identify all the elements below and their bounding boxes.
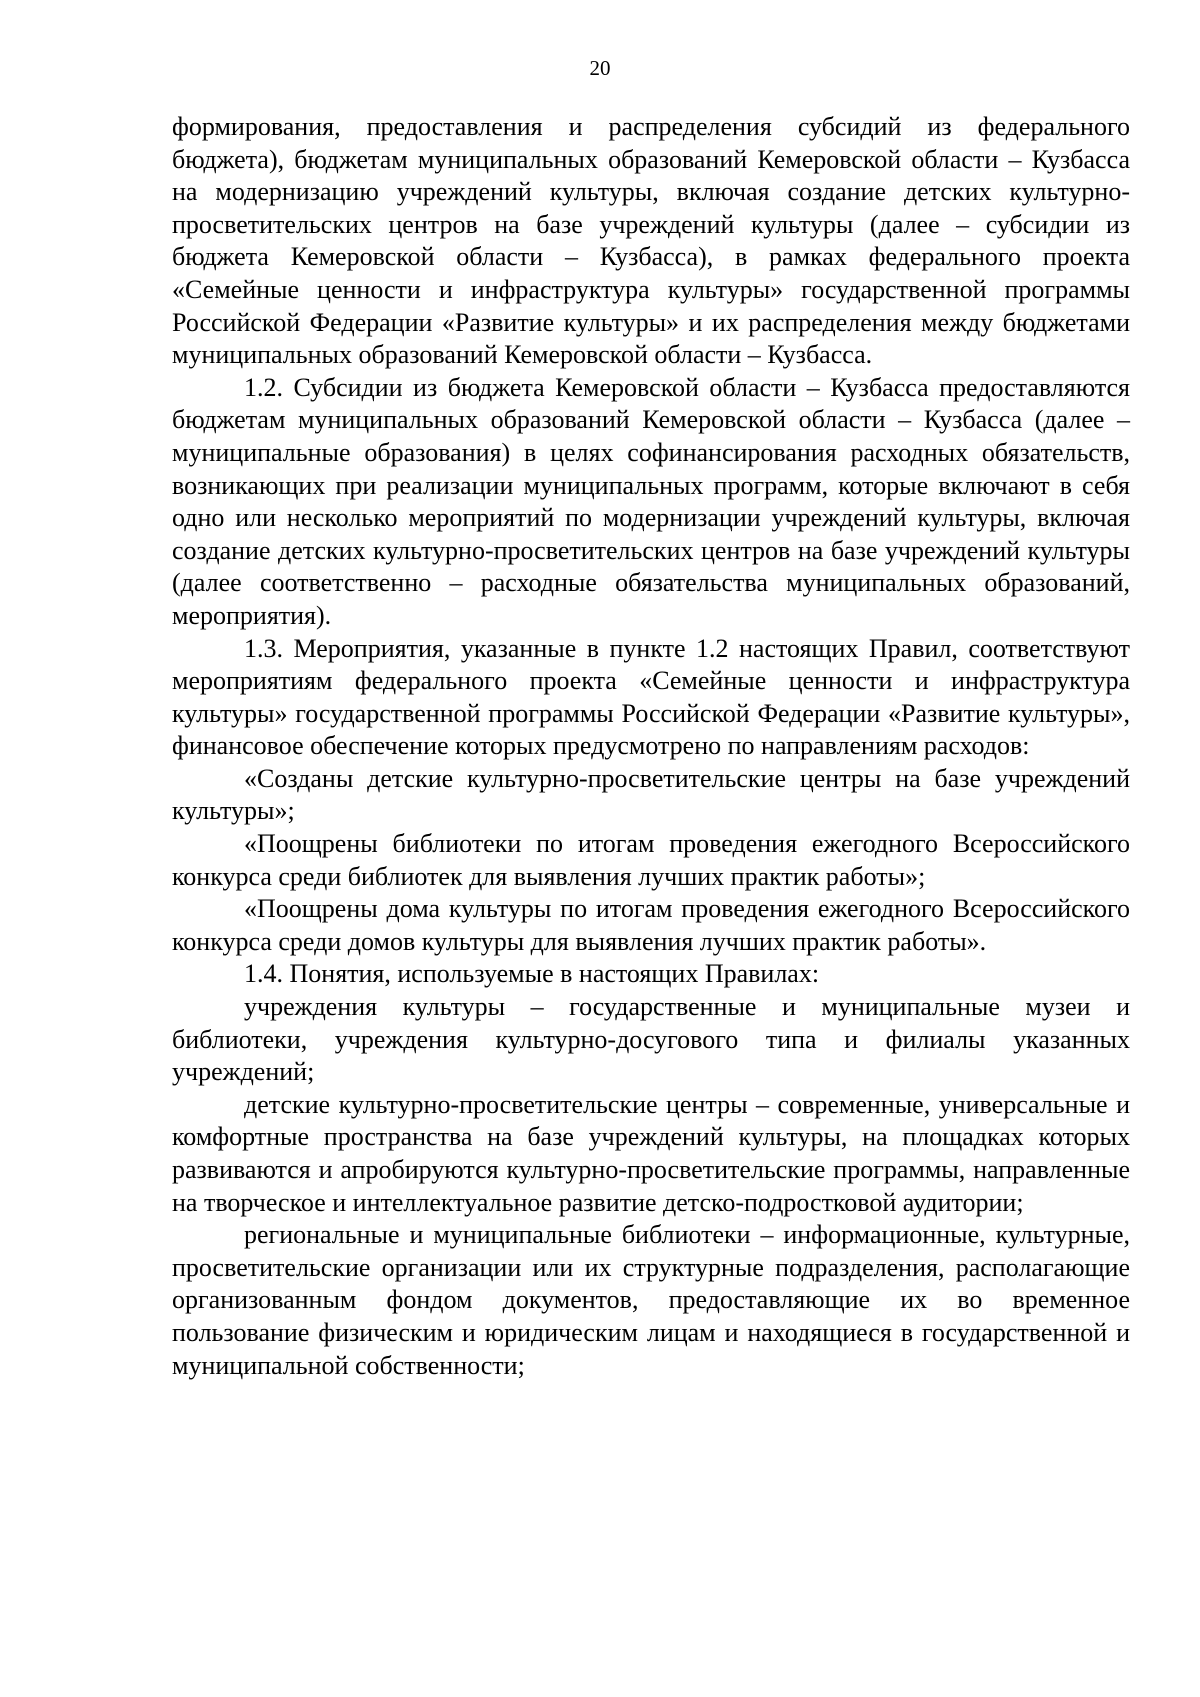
expense-direction-3: «Поощрены дома культуры по итогам проведения ежегодного Всероссийского конкурса среди домов культуры для выявления лучших практик работы». [172, 894, 1130, 956]
page-number: 20 [589, 56, 611, 80]
definition-children-centers: детские культурно-просветительские центры – современные, универсальные и комфортные пространства на базе учреждений культуры, на площадках которых развиваются и апробируются культурно-просветительские программы, направленные на творческое и интеллектуальное развитие детско-подростковой аудитории; [172, 1089, 1130, 1217]
expense-direction-1: «Созданы детские культурно-просветительские центры на базе учреждений культуры»; [172, 763, 1130, 826]
document-body [172, 111, 1130, 1382]
paragraph-1-4: 1.4. Понятия, используемые в настоящих Правилах: [244, 959, 820, 989]
paragraph-1-3: 1.3. Мероприятия, указанные в пункте 1.2 настоящих Правил, соответствуют мероприятиям федерального проекта «Семейные ценности и инфраструктура культуры» государственной программы Российской Федерации «Развитие культуры», финансовое обеспечение которых предусмотрено по направлениям расходов: [172, 633, 1130, 761]
expense-direction-2: «Поощрены библиотеки по итогам проведения ежегодного Всероссийского конкурса среди библиотек для выявления лучших практик работы»; [172, 829, 1130, 891]
definition-culture-institutions: учреждения культуры – государственные и муниципальные музеи и библиотеки, учреждения культурно-досугового типа и филиалы указанных учреждений; [172, 992, 1130, 1087]
paragraph-continuation: формирования, предоставления и распределения субсидий из федерального бюджета), бюджетам муниципальных образований Кемеровской области – Кузбасса на модернизацию учреждений культуры, включая создание детских культурно-просветительских центров на базе учреждений культуры (далее – субсидии из бюджета Кемеровской области – Кузбасса), в рамках федерального проекта «Семейные ценности и инфраструктура культуры» государственной программы Российской Федерации «Развитие культуры» и их распределения между бюджетами муниципальных образований Кемеровской области – Кузбасса. [172, 112, 1130, 370]
paragraph-1-2: 1.2. Субсидии из бюджета Кемеровской области – Кузбасса предоставляются бюджетам муниципальных образований Кемеровской области – Кузбасса (далее – муниципальные образования) в целях софинансирования расходных обязательств, возникающих при реализации муниципальных программ, которые включают в себя одно или несколько мероприятий по модернизации учреждений культуры, включая создание детских культурно-просветительских центров на базе учреждений культуры (далее соответственно – расходные обязательства муниципальных образований, мероприятия). [172, 372, 1130, 630]
definition-libraries: региональные и муниципальные библиотеки – информационные, культурные, просветительские организации или их структурные подразделения, располагающие организованным фондом документов, предоставляющие их во временное пользование физическим и юридическим лицам и находящиеся в государственной и муниципальной собственности; [172, 1220, 1130, 1380]
